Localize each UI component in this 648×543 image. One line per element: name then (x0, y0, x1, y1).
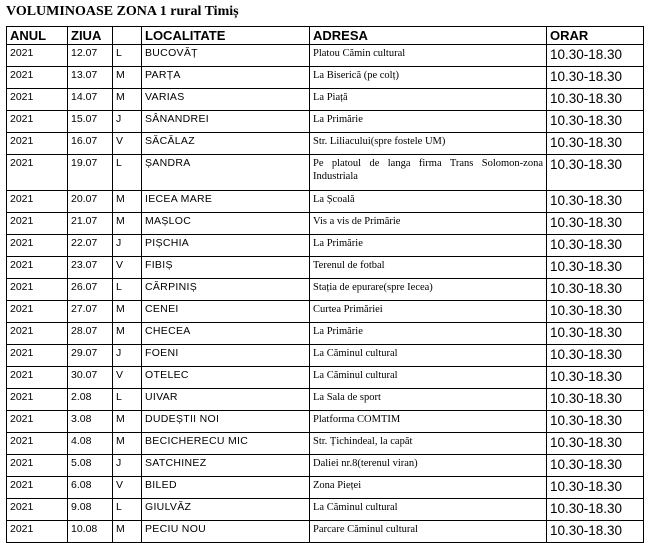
weekday-cell: L (113, 155, 142, 191)
header-adresa: ADRESA (310, 27, 547, 45)
locality-cell: GIULVĂZ (142, 499, 310, 521)
address-cell: La Primărie (310, 323, 547, 345)
weekday-cell: L (113, 279, 142, 301)
document-title: VOLUMINOASE ZONA 1 rural Timiș (6, 4, 239, 19)
schedule-cell: 10.30-18.30 (547, 155, 644, 191)
schedule-cell: 10.30-18.30 (547, 499, 644, 521)
date-cell: 30.07 (68, 367, 113, 389)
year-cell: 2021 (7, 455, 68, 477)
schedule-cell: 10.30-18.30 (547, 389, 644, 411)
locality-cell: FIBIȘ (142, 257, 310, 279)
locality-cell: SĂCĂLAZ (142, 133, 310, 155)
weekday-cell: J (113, 111, 142, 133)
date-cell: 22.07 (68, 235, 113, 257)
table-row (7, 433, 644, 455)
weekday-cell: M (113, 89, 142, 111)
table-row (7, 411, 644, 433)
date-cell: 27.07 (68, 301, 113, 323)
schedule-cell: 10.30-18.30 (547, 367, 644, 389)
table-row (7, 323, 644, 345)
date-cell: 10.08 (68, 521, 113, 543)
date-cell: 6.08 (68, 477, 113, 499)
schedule-cell: 10.30-18.30 (547, 45, 644, 67)
weekday-cell: M (113, 67, 142, 89)
address-cell: La Căminul cultural (310, 345, 547, 367)
header-day-letter (113, 27, 142, 45)
header-anul: ANUL (7, 27, 68, 45)
address-cell: Platforma COMTIM (310, 411, 547, 433)
year-cell: 2021 (7, 257, 68, 279)
address-cell: La Sala de sport (310, 389, 547, 411)
header-orar: ORAR (547, 27, 644, 45)
date-cell: 14.07 (68, 89, 113, 111)
locality-cell: BILED (142, 477, 310, 499)
schedule-cell: 10.30-18.30 (547, 455, 644, 477)
weekday-cell: V (113, 133, 142, 155)
address-cell: Platou Cămin cultural (310, 45, 547, 67)
year-cell: 2021 (7, 433, 68, 455)
schedule-cell: 10.30-18.30 (547, 235, 644, 257)
year-cell: 2021 (7, 477, 68, 499)
address-cell: Parcare Căminul cultural (310, 521, 547, 543)
date-cell: 29.07 (68, 345, 113, 367)
year-cell: 2021 (7, 191, 68, 213)
table-row (7, 499, 644, 521)
year-cell: 2021 (7, 133, 68, 155)
table-row (7, 89, 644, 111)
address-cell: Terenul de fotbal (310, 257, 547, 279)
date-cell: 13.07 (68, 67, 113, 89)
table-row (7, 279, 644, 301)
address-cell: La Școală (310, 191, 547, 213)
table-row (7, 477, 644, 499)
address-cell: Stația de epurare(spre Iecea) (310, 279, 547, 301)
date-cell: 4.08 (68, 433, 113, 455)
locality-cell: FOENI (142, 345, 310, 367)
address-cell: La Piață (310, 89, 547, 111)
locality-cell: CHECEA (142, 323, 310, 345)
locality-cell: PARȚA (142, 67, 310, 89)
weekday-cell: V (113, 477, 142, 499)
locality-cell: PIȘCHIA (142, 235, 310, 257)
schedule-cell: 10.30-18.30 (547, 323, 644, 345)
locality-cell: CENEI (142, 301, 310, 323)
address-cell: Str. Țichindeal, la capăt (310, 433, 547, 455)
table-row (7, 67, 644, 89)
table-row (7, 257, 644, 279)
date-cell: 5.08 (68, 455, 113, 477)
schedule-cell: 10.30-18.30 (547, 433, 644, 455)
schedule-cell: 10.30-18.30 (547, 191, 644, 213)
year-cell: 2021 (7, 323, 68, 345)
year-cell: 2021 (7, 235, 68, 257)
table-row (7, 521, 644, 543)
date-cell: 12.07 (68, 45, 113, 67)
table-row (7, 191, 644, 213)
table-row (7, 155, 644, 191)
address-cell: Curtea Primăriei (310, 301, 547, 323)
weekday-cell: L (113, 45, 142, 67)
date-cell: 23.07 (68, 257, 113, 279)
schedule-cell: 10.30-18.30 (547, 67, 644, 89)
weekday-cell: J (113, 235, 142, 257)
weekday-cell: L (113, 389, 142, 411)
locality-cell: SATCHINEZ (142, 455, 310, 477)
table-row (7, 213, 644, 235)
year-cell: 2021 (7, 67, 68, 89)
schedule-cell: 10.30-18.30 (547, 521, 644, 543)
year-cell: 2021 (7, 411, 68, 433)
table-row (7, 111, 644, 133)
year-cell: 2021 (7, 111, 68, 133)
address-cell: La Primărie (310, 235, 547, 257)
header-localitate: LOCALITATE (142, 27, 310, 45)
table-row (7, 133, 644, 155)
schedule-cell: 10.30-18.30 (547, 111, 644, 133)
locality-cell: IECEA MARE (142, 191, 310, 213)
year-cell: 2021 (7, 45, 68, 67)
header-row (7, 27, 644, 45)
table-row (7, 45, 644, 67)
schedule-cell: 10.30-18.30 (547, 411, 644, 433)
date-cell: 16.07 (68, 133, 113, 155)
header-ziua: ZIUA (68, 27, 113, 45)
date-cell: 15.07 (68, 111, 113, 133)
date-cell: 21.07 (68, 213, 113, 235)
address-cell: Str. Liliacului(spre fostele UM) (310, 133, 547, 155)
weekday-cell: M (113, 323, 142, 345)
schedule-table (6, 26, 644, 543)
date-cell: 28.07 (68, 323, 113, 345)
weekday-cell: L (113, 499, 142, 521)
address-cell: Daliei nr.8(terenul viran) (310, 455, 547, 477)
year-cell: 2021 (7, 521, 68, 543)
date-cell: 2.08 (68, 389, 113, 411)
table-row (7, 301, 644, 323)
table-body (7, 45, 644, 543)
weekday-cell: V (113, 367, 142, 389)
address-cell: La Primărie (310, 111, 547, 133)
weekday-cell: M (113, 301, 142, 323)
locality-cell: ȘANDRA (142, 155, 310, 191)
weekday-cell: M (113, 433, 142, 455)
table-row (7, 345, 644, 367)
locality-cell: BUCOVĂȚ (142, 45, 310, 67)
weekday-cell: J (113, 345, 142, 367)
weekday-cell: M (113, 191, 142, 213)
schedule-cell: 10.30-18.30 (547, 89, 644, 111)
schedule-cell: 10.30-18.30 (547, 257, 644, 279)
schedule-cell: 10.30-18.30 (547, 345, 644, 367)
weekday-cell: M (113, 411, 142, 433)
address-cell: Vis a vis de Primărie (310, 213, 547, 235)
locality-cell: SÂNANDREI (142, 111, 310, 133)
locality-cell: VARIAS (142, 89, 310, 111)
table-row (7, 389, 644, 411)
year-cell: 2021 (7, 89, 68, 111)
address-cell: La Căminul cultural (310, 499, 547, 521)
schedule-cell: 10.30-18.30 (547, 301, 644, 323)
weekday-cell: J (113, 455, 142, 477)
year-cell: 2021 (7, 213, 68, 235)
weekday-cell: V (113, 257, 142, 279)
weekday-cell: M (113, 521, 142, 543)
schedule-cell: 10.30-18.30 (547, 477, 644, 499)
locality-cell: CĂRPINIȘ (142, 279, 310, 301)
locality-cell: MAȘLOC (142, 213, 310, 235)
year-cell: 2021 (7, 279, 68, 301)
locality-cell: DUDEȘTII NOI (142, 411, 310, 433)
address-cell: La Biserică (pe colț) (310, 67, 547, 89)
address-cell: Zona Pieței (310, 477, 547, 499)
date-cell: 26.07 (68, 279, 113, 301)
year-cell: 2021 (7, 367, 68, 389)
table-row (7, 455, 644, 477)
year-cell: 2021 (7, 301, 68, 323)
schedule-cell: 10.30-18.30 (547, 279, 644, 301)
date-cell: 9.08 (68, 499, 113, 521)
schedule-cell: 10.30-18.30 (547, 213, 644, 235)
address-cell: La Căminul cultural (310, 367, 547, 389)
year-cell: 2021 (7, 389, 68, 411)
year-cell: 2021 (7, 155, 68, 191)
locality-cell: UIVAR (142, 389, 310, 411)
schedule-cell: 10.30-18.30 (547, 133, 644, 155)
locality-cell: PECIU NOU (142, 521, 310, 543)
address-cell: Pe platoul de langa firma Trans Solomon-zona Industriala (310, 155, 547, 191)
locality-cell: OTELEC (142, 367, 310, 389)
weekday-cell: M (113, 213, 142, 235)
date-cell: 20.07 (68, 191, 113, 213)
date-cell: 3.08 (68, 411, 113, 433)
year-cell: 2021 (7, 499, 68, 521)
year-cell: 2021 (7, 345, 68, 367)
locality-cell: BECICHERECU MIC (142, 433, 310, 455)
table-row (7, 367, 644, 389)
table-row (7, 235, 644, 257)
date-cell: 19.07 (68, 155, 113, 191)
